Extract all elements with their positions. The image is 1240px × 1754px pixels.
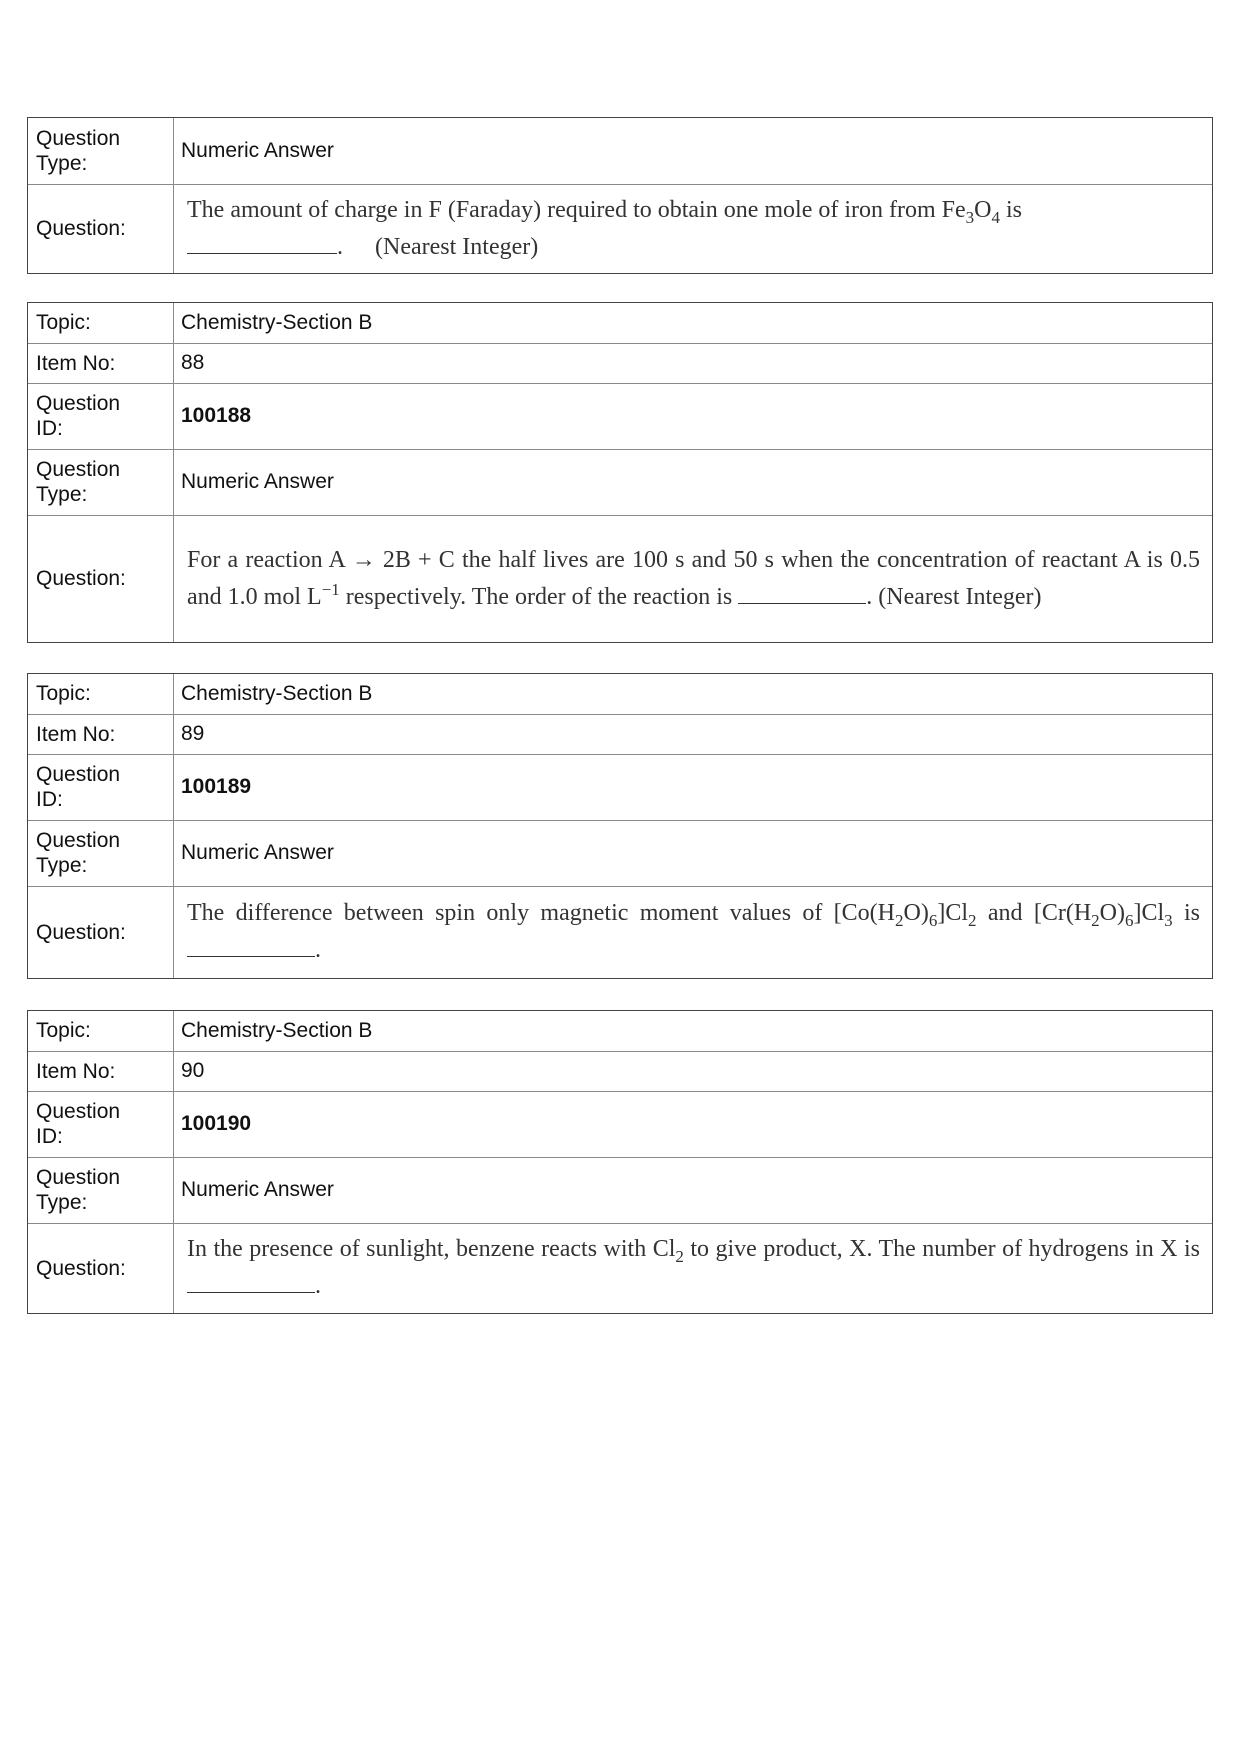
answer-blank — [187, 1272, 315, 1293]
question-type-value: Numeric Answer — [174, 820, 1213, 886]
question-card-partial — [27, 117, 1213, 274]
item-no-label: Item No: — [28, 343, 174, 383]
answer-blank — [187, 233, 337, 254]
item-no-value: 90 — [174, 1051, 1213, 1091]
question-type-value: Numeric Answer — [174, 449, 1213, 515]
question-text: For a reaction A → 2B + C the half lives are 100 s and 50 s when the concentration of reactant A is 0.5 and 1.0 mol $L^{-1}$ respectively. The order of the reaction is . (Nearest Integer) — [174, 515, 1213, 642]
question-type-value: Numeric Answer — [174, 1157, 1213, 1223]
item-no-label: Item No: — [28, 714, 174, 754]
topic-label: Topic: — [28, 303, 174, 343]
question-id-value: 100188 — [174, 383, 1213, 449]
question-type-label: Question Type: — [28, 449, 174, 515]
item-no-label: Item No: — [28, 1051, 174, 1091]
question-type-label: Question Type: — [28, 820, 174, 886]
topic-value: Chemistry-Section B — [174, 674, 1213, 714]
item-no-value: 88 — [174, 343, 1213, 383]
question-id-value: 100189 — [174, 754, 1213, 820]
topic-label: Topic: — [28, 674, 174, 714]
question-type-value: Numeric Answer — [174, 118, 1213, 184]
question-text: In the presence of sunlight, benzene reacts with $Cl_2$ to give product, X. The number of hydrogens in X is . — [174, 1223, 1213, 1313]
answer-blank — [187, 936, 315, 957]
question-text: The difference between spin only magnetic moment values of $[Co(H_2O)_6]Cl_2$ and $[Cr(H_2O)_6]Cl_3$ is . — [174, 886, 1213, 978]
question-label: Question: — [28, 886, 174, 978]
question-id-label: Question ID: — [28, 754, 174, 820]
question-card-88 — [27, 302, 1213, 643]
topic-value: Chemistry-Section B — [174, 303, 1213, 343]
question-label: Question: — [28, 515, 174, 642]
topic-label: Topic: — [28, 1011, 174, 1051]
question-card-89 — [27, 673, 1213, 979]
question-card-90 — [27, 1010, 1213, 1314]
item-no-value: 89 — [174, 714, 1213, 754]
question-id-label: Question ID: — [28, 383, 174, 449]
question-type-label: Question Type: — [28, 118, 174, 184]
question-label: Question: — [28, 184, 174, 273]
question-id-value: 100190 — [174, 1091, 1213, 1157]
question-id-label: Question ID: — [28, 1091, 174, 1157]
question-type-label: Question Type: — [28, 1157, 174, 1223]
answer-blank — [738, 583, 866, 604]
question-text: The amount of charge in F (Faraday) required to obtain one mole of iron from $Fe_3O_4$ is . (Nearest Integer) — [174, 184, 1213, 273]
question-label: Question: — [28, 1223, 174, 1313]
topic-value: Chemistry-Section B — [174, 1011, 1213, 1051]
